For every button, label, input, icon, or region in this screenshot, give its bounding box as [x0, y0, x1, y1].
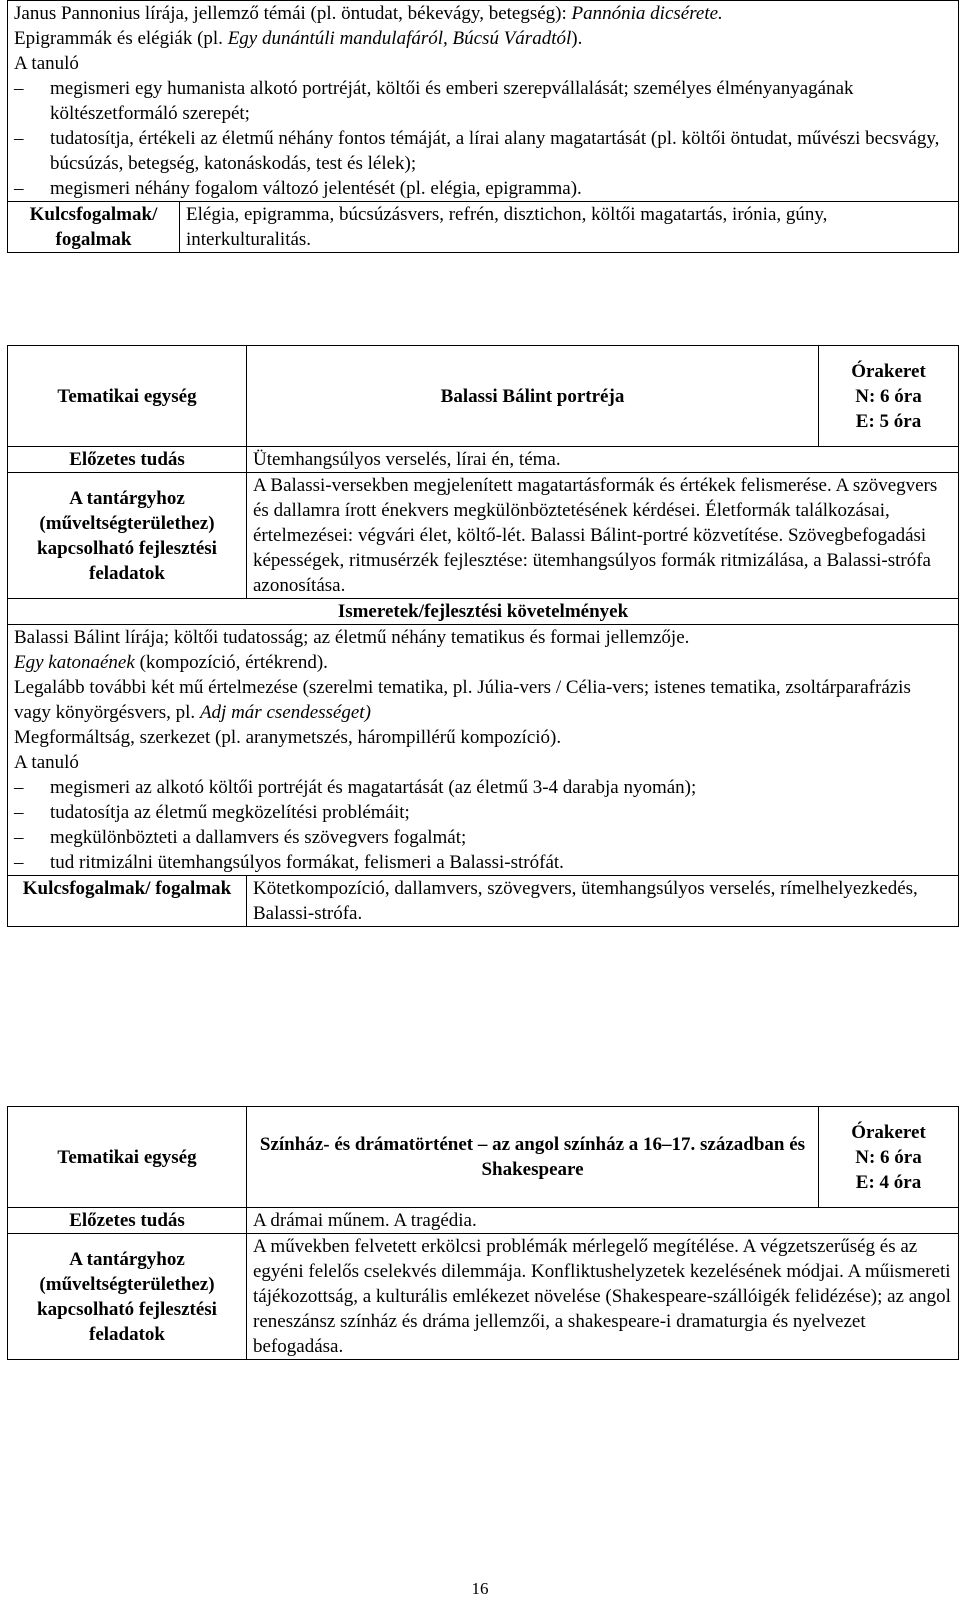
key-concepts-value: Elégia, epigramma, búcsúzásvers, refrén, disztichon, költői magatartás, irónia, gúny, interkulturalitás. [180, 202, 959, 253]
hours-n: N: 6 óra [855, 385, 922, 407]
list-item: – megismeri néhány fogalom változó jelentését (pl. elégia, epigramma). [14, 176, 952, 201]
hours-cell [819, 1107, 959, 1208]
dev-tasks-value: A Balassi-versekben megjelenített magatartásformák és értékek felismerése. A szövegvers és dallamra írott énekvers megkülönböztetésének kérdései. Életformák találkozásai, értelmezései: végvári élet, költő-lét. Balassi Bálint-portré közvetítése. Szövegbefogadási képességek, ritmusérzék fejlesztése: ütemhangsúlyos formák ritmizálása, a Balassi-strófa azonosítása. [247, 473, 959, 599]
janus-key-row [8, 202, 959, 253]
unit-title: Balassi Bálint portréja [247, 346, 819, 447]
balassi-table [7, 345, 959, 927]
list-item: – tud ritmizálni ütemhangsúlyos formákat, felismeri a Balassi-strófát. [14, 850, 952, 875]
requirements-row [8, 625, 959, 876]
janus-content-cell [8, 1, 959, 202]
key-concepts-label: Kulcsfogalmak/ fogalmak [8, 202, 180, 253]
janus-line2-text: Epigrammák és elégiák (pl. [14, 28, 228, 49]
prior-knowledge-value: Ütemhangsúlyos verselés, lírai én, téma. [247, 447, 959, 473]
janus-line2-italic: Egy dunántúli mandulafáról, Búcsú Váradtól [227, 28, 572, 49]
requirements-heading-row [8, 599, 959, 625]
list-item: – megkülönbözteti a dallamvers és szövegvers fogalmát; [14, 825, 952, 850]
shakespeare-table [7, 1106, 959, 1360]
dev-tasks-label: A tantárgyhoz (műveltségterülethez) kapcsolható fejlesztési feladatok [8, 473, 247, 599]
dev-tasks-value: A művekben felvetett erkölcsi problémák mérlegelő megítélése. A végzetszerűség és az egyéni felelős cselekvés dilemmája. Konfliktushelyzetek kezelésének módjai. A műismereti tájékozottság, a kulturális emlékezet növelése (Shakespeare-szállóigék felidézése); az angol reneszánsz színház és dráma jellemzői, a shakespeare-i dramaturgia és nyelvezet befogadása. [247, 1234, 959, 1360]
requirement-line: Balassi Bálint lírája; költői tudatosság; az életmű néhány tematikus és formai jellemzője. [14, 627, 690, 648]
work-title-italic: Adj már csendességet) [199, 702, 371, 723]
requirement-text: (kompozíció, értékrend). [134, 652, 328, 673]
unit-label: Tematikai egység [8, 346, 247, 447]
hours-e: E: 4 óra [855, 1171, 922, 1193]
balassi-goals-list [14, 775, 952, 875]
prior-knowledge-row [8, 1208, 959, 1234]
prior-knowledge-value: A drámai műnem. A tragédia. [247, 1208, 959, 1234]
work-title-italic: Egy katonaének [14, 652, 135, 673]
requirement-text: Legalább további két mű értelmezése (szerelmi tematika, pl. Júlia-vers / Célia-vers; istenes tematika, zsoltárparafrázis vagy könyörgésvers, pl. [14, 677, 911, 723]
janus-table [7, 0, 959, 253]
balassi-key-row [8, 876, 959, 927]
requirement-line [14, 675, 952, 725]
prior-knowledge-label: Előzetes tudás [8, 1208, 247, 1234]
janus-line2-end: ). [571, 28, 583, 49]
requirement-line: Megformáltság, szerkezet (pl. aranymetszés, hárompillérű kompozíció). [14, 727, 562, 748]
prior-knowledge-label: Előzetes tudás [8, 447, 247, 473]
dev-tasks-row [8, 473, 959, 599]
janus-intro-italic: Pannónia dicsérete. [571, 3, 723, 24]
hours-n: N: 6 óra [855, 1146, 922, 1168]
balassi-header-row [8, 346, 959, 447]
page-number: 16 [471, 1579, 489, 1598]
hours-label: Órakeret [851, 360, 926, 382]
key-concepts-label: Kulcsfogalmak/ fogalmak [8, 876, 247, 927]
hours-label: Órakeret [851, 1121, 926, 1143]
dev-tasks-label: A tantárgyhoz (műveltségterülethez) kapcsolható fejlesztési feladatok [8, 1234, 247, 1360]
list-item: – tudatosítja az életmű megközelítési problémáit; [14, 800, 952, 825]
list-item: – megismeri egy humanista alkotó portréját, költői és emberi szerepvállalását; személyes élményanyagának költészetformáló szerepét; [14, 76, 952, 126]
prior-knowledge-row [8, 447, 959, 473]
hours-cell [819, 346, 959, 447]
list-item: – tudatosítja, értékeli az életmű néhány fontos témáját, a lírai alany magatartását (pl. költői öntudat, művészi becsvágy, búcsúzás, betegség, katonáskodás, test és lélek); [14, 126, 952, 176]
shakespeare-header-row [8, 1107, 959, 1208]
student-label: A tanuló [14, 53, 79, 74]
list-item: – megismeri az alkotó költői portréját és magatartását (az életmű 3-4 darabja nyomán); [14, 775, 952, 800]
unit-title: Színház- és drámatörténet – az angol színház a 16–17. században és Shakespeare [247, 1107, 819, 1208]
janus-intro [14, 1, 952, 26]
dev-tasks-row [8, 1234, 959, 1360]
requirements-heading: Ismeretek/fejlesztési követelmények [8, 599, 959, 625]
janus-line2 [14, 26, 952, 51]
hours-e: E: 5 óra [855, 410, 922, 432]
unit-label: Tematikai egység [8, 1107, 247, 1208]
janus-content-row [8, 1, 959, 202]
requirements-cell [8, 625, 959, 876]
requirement-line [14, 650, 952, 675]
student-label: A tanuló [14, 752, 79, 773]
janus-intro-text: Janus Pannonius lírája, jellemző témái (pl. öntudat, békevágy, betegség): [14, 3, 572, 24]
janus-goals-list [14, 76, 952, 201]
key-concepts-value: Kötetkompozíció, dallamvers, szövegvers, ütemhangsúlyos verselés, rímelhelyezkedés, Balassi-strófa. [247, 876, 959, 927]
